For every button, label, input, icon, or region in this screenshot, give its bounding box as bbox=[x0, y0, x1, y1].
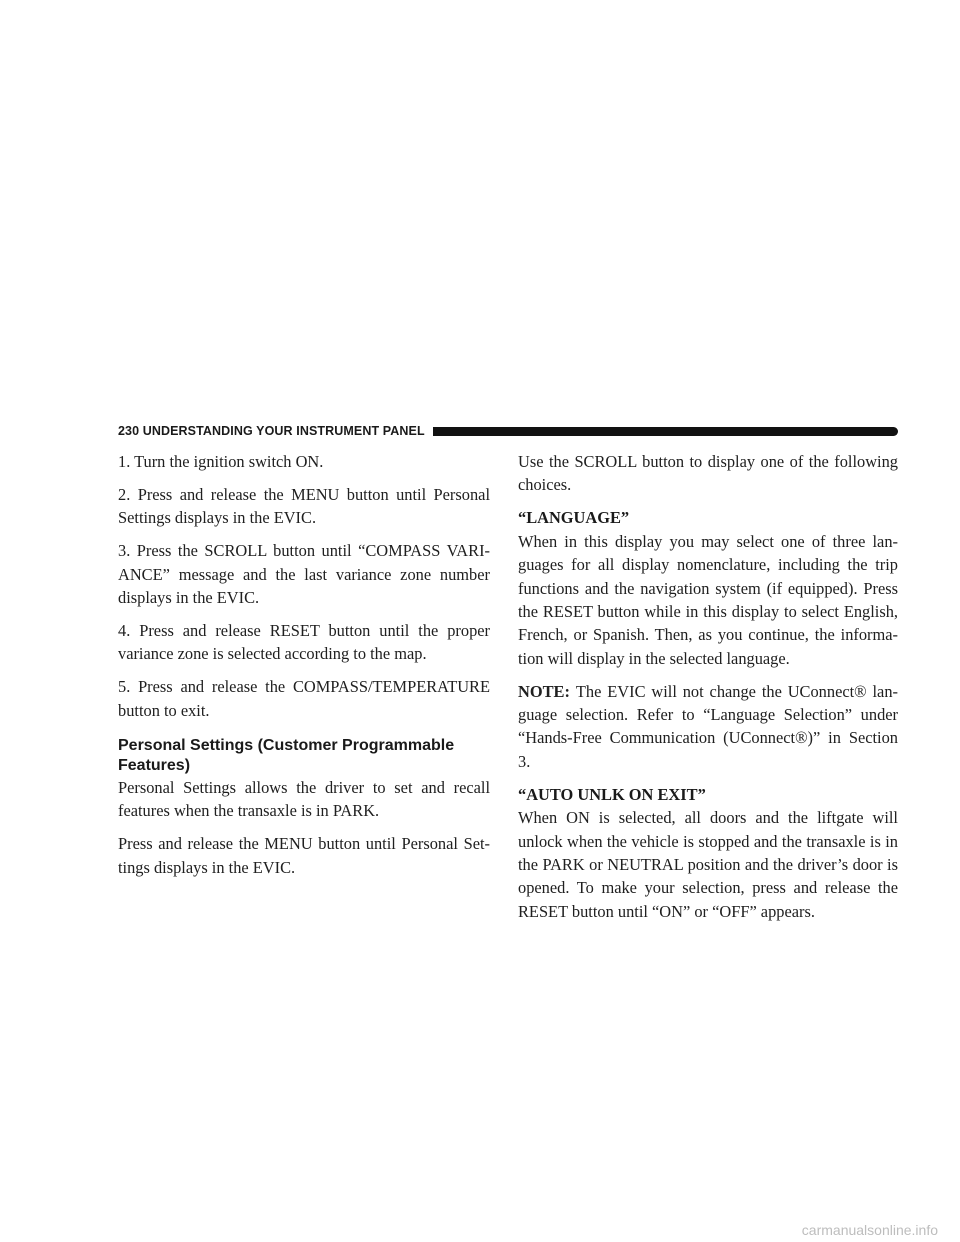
page-header bbox=[118, 423, 898, 439]
language-heading: “LANGUAGE” bbox=[518, 508, 630, 528]
right-column bbox=[518, 450, 898, 933]
page-number-and-chapter-title: 230 UNDERSTANDING YOUR INSTRUMENT PANEL bbox=[118, 424, 425, 438]
auto-unlock-paragraph: When ON is selected, all doors and the liftgate will unlock when the vehicle is stopped and the transaxle is in the PARK or NEUTRAL position and the driver’s door is opened. To make your selection, press and release the RESET button until “ON” or “OFF” appears. bbox=[518, 808, 898, 921]
step-5: 5. Press and release the COMPASS/TEMPERATURE button to exit. bbox=[118, 677, 490, 720]
header-rule bbox=[433, 427, 898, 436]
watermark: carmanualsonline.info bbox=[801, 1222, 938, 1238]
language-paragraph: When in this display you may select one of three languages for all display nomenclature, including the trip functions and the navigation system (if equipped). Press the RESET button while in this display to select English, French, or Spanish. Then, as you continue, the information will display in the selected language. bbox=[518, 531, 898, 668]
step-4: 4. Press and release RESET button until the proper variance zone is selected according to the map. bbox=[118, 620, 490, 664]
left-column bbox=[118, 450, 490, 889]
note-paragraph bbox=[518, 680, 898, 774]
note-label: NOTE: bbox=[518, 681, 570, 701]
section-heading-personal-settings: Personal Settings (Customer Programmable Features) bbox=[118, 737, 455, 774]
scroll-intro-paragraph: Use the SCROLL button to display one of the following choices. bbox=[518, 452, 898, 495]
step-2: 2. Press and release the MENU button until Personal Settings displays in the EVIC. bbox=[118, 484, 490, 528]
note-text: The EVIC will not change the UConnect® language selection. Refer to “Language Selection” under “Hands-Free Communication (UConnect®)” in Section 3. bbox=[518, 681, 898, 771]
step-3: 3. Press the SCROLL button until “COMPASS VARIANCE” message and the last variance zone number displays in the EVIC. bbox=[118, 541, 490, 608]
step-1: 1. Turn the ignition switch ON. bbox=[118, 452, 324, 471]
auto-unlock-heading: “AUTO UNLK ON EXIT” bbox=[518, 784, 706, 804]
menu-instruction-paragraph: Press and release the MENU button until Personal Settings displays in the EVIC. bbox=[118, 834, 490, 877]
personal-settings-paragraph: Personal Settings allows the driver to set and recall features when the transaxle is in PARK. bbox=[118, 778, 490, 821]
